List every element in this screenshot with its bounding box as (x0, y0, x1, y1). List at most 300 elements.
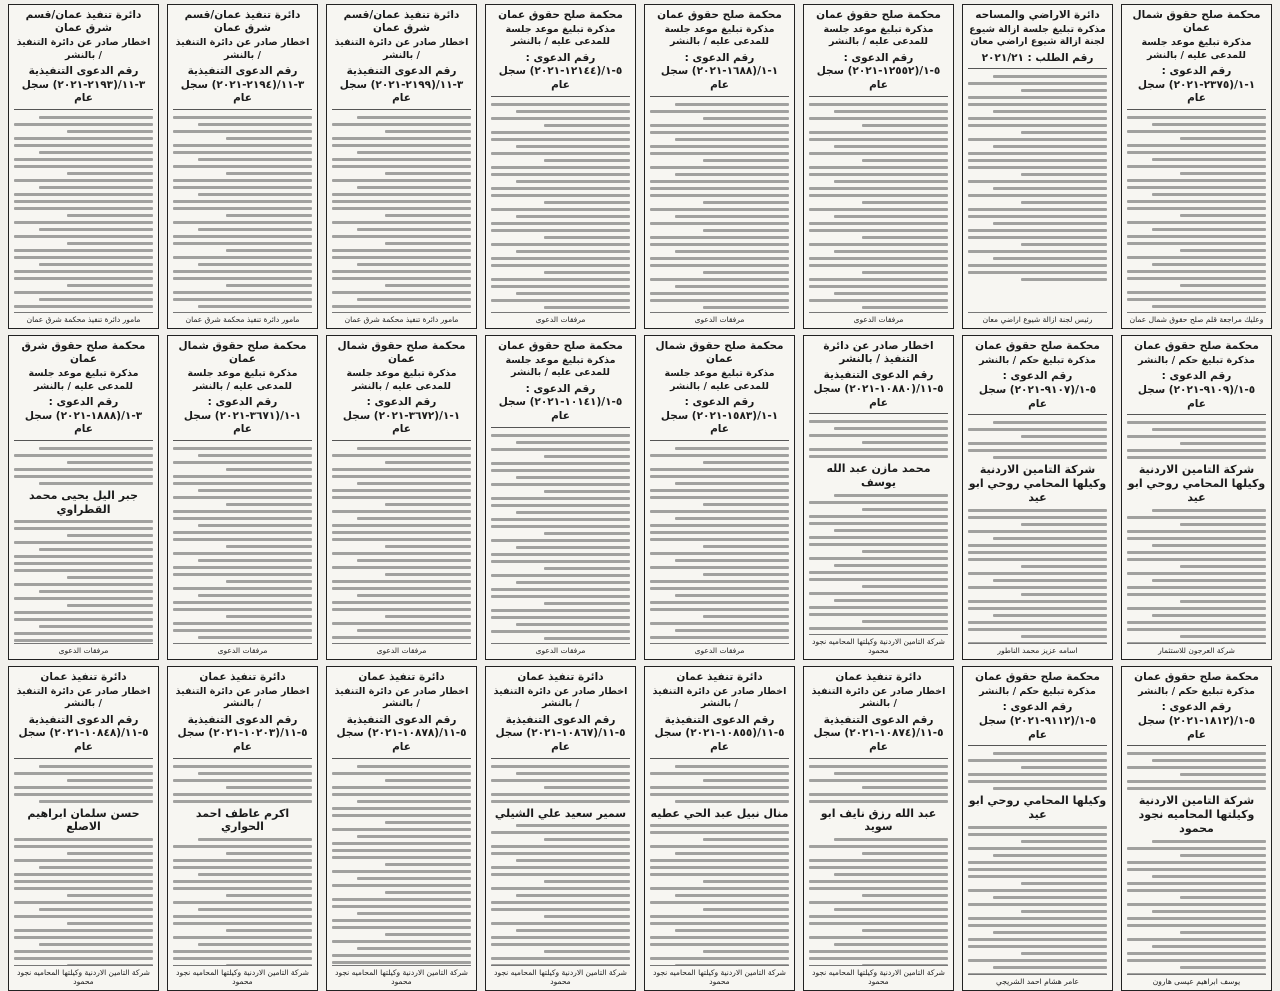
text-line (968, 551, 1107, 554)
text-line (650, 922, 789, 925)
text-line (862, 894, 948, 897)
notice-court: دائرة تنفيذ عمان/قسم شرق عمان (332, 9, 471, 35)
text-line (357, 447, 471, 450)
text-line (703, 615, 789, 618)
text-line (357, 912, 471, 915)
text-line (14, 468, 153, 471)
text-line (1127, 298, 1266, 301)
text-line (491, 595, 630, 598)
text-line (67, 214, 153, 217)
text-line (173, 957, 312, 960)
text-line (226, 284, 312, 287)
text-line (675, 594, 789, 597)
text-line (173, 587, 312, 590)
text-line (809, 131, 948, 134)
notice-title: مذكرة تبليغ جلسة ازالة شيوع لجنة ازالة شيوع اراضي معان (968, 24, 1107, 49)
text-line (14, 957, 153, 960)
text-line (544, 306, 630, 309)
text-line (385, 461, 471, 464)
notice-party-name: وكيلها المحامي روحي ابو عيد (968, 794, 1107, 822)
notice-court: محكمة صلح حقوق شرق عمان (14, 340, 153, 366)
notice-party-name: جبر اليل يحيى محمد القطراوي (14, 489, 153, 517)
text-line (516, 824, 630, 827)
text-line (491, 264, 630, 267)
text-line (650, 859, 789, 862)
text-line (1127, 421, 1266, 424)
text-line (67, 964, 153, 965)
text-line (332, 305, 471, 308)
text-line (491, 852, 630, 855)
text-line (14, 291, 153, 294)
text-line (1152, 945, 1266, 948)
text-line (809, 264, 948, 267)
text-line (968, 833, 1107, 836)
text-line (809, 187, 948, 190)
notice-case-number: رقم الدعوى : ١-١/(٣٦٧٢-٢٠٢١) سجل عام (332, 396, 471, 437)
text-line (14, 475, 153, 478)
notice-case-number: رقم الدعوى التنفيذية ٥-١١/(١٠٨٦٧-٢٠٢١) سجل عام (491, 714, 630, 755)
text-line (173, 221, 312, 224)
notice-court: اخطار صادر عن دائرة التنفيذ / بالنشر (809, 340, 948, 366)
text-line (675, 103, 789, 106)
legal-notice (644, 666, 795, 991)
notice-case-number: رقم الدعوى التنفيذية ٥-١١/(١٠٨٥٥-٢٠٢١) سجل عام (650, 714, 789, 755)
text-line (357, 228, 471, 231)
text-line (809, 536, 948, 539)
text-line (332, 552, 471, 555)
notice-footer: مامور دائرة تنفيذ محكمة شرق عمان (14, 312, 153, 324)
notice-footer: شركة العرجون للاستثمار (1127, 643, 1266, 655)
text-line (491, 887, 630, 890)
text-line (14, 158, 153, 161)
text-line (544, 455, 630, 458)
text-line (14, 929, 153, 932)
text-line (491, 793, 630, 796)
text-line (357, 186, 471, 189)
text-line (968, 180, 1107, 183)
text-line (809, 285, 948, 288)
text-line (516, 623, 630, 626)
text-line (332, 786, 471, 789)
text-line (226, 249, 312, 252)
text-line (650, 915, 789, 918)
text-line (809, 515, 948, 518)
notice-body-text (650, 761, 789, 965)
text-line (968, 903, 1107, 906)
notice-body-text (491, 99, 630, 312)
text-line (809, 543, 948, 546)
divider (173, 440, 312, 441)
text-line (968, 773, 1107, 776)
text-line (491, 138, 630, 141)
notice-body-text (14, 761, 153, 965)
text-line (173, 765, 312, 768)
text-line (968, 924, 1107, 927)
notice-body-text (650, 99, 789, 312)
text-line (650, 587, 789, 590)
text-line (544, 159, 630, 162)
notice-title: مذكرة تبليغ موعد جلسة للمدعى عليه / بالنشر (173, 368, 312, 393)
notice-body-text (332, 112, 471, 312)
text-line (968, 558, 1107, 561)
notice-footer: مرفقات الدعوى (491, 312, 630, 324)
notice-footer: مامور دائرة تنفيذ محكمة شرق عمان (173, 312, 312, 324)
legal-notice (644, 4, 795, 329)
notice-case-number: رقم الدعوى : ٥-١/(٩١٠٩-٢٠٢١) سجل عام (1127, 370, 1266, 411)
notice-footer: مرفقات الدعوى (173, 643, 312, 655)
text-line (332, 608, 471, 611)
text-line (332, 828, 471, 831)
notice-case-number: رقم الدعوى : ١-١/(١٦٨٨-٢٠٢١) سجل عام (650, 52, 789, 93)
text-line (834, 180, 948, 183)
notice-title: مذكرة تبليغ حكم / بالنشر (968, 686, 1107, 698)
text-line (332, 179, 471, 182)
text-line (675, 894, 789, 897)
text-line (1152, 428, 1266, 431)
text-line (968, 889, 1107, 892)
text-line (650, 166, 789, 169)
text-line (14, 772, 153, 775)
text-line (1127, 847, 1266, 850)
text-line (332, 144, 471, 147)
divider (650, 96, 789, 97)
text-line (650, 468, 789, 471)
text-line (491, 574, 630, 577)
text-line (968, 82, 1107, 85)
text-line (173, 200, 312, 203)
text-line (385, 779, 471, 782)
text-line (544, 567, 630, 570)
text-line (491, 469, 630, 472)
text-line (834, 215, 948, 218)
text-line (675, 765, 789, 768)
text-line (385, 214, 471, 217)
text-line (809, 571, 948, 574)
text-line (226, 964, 312, 965)
text-line (650, 601, 789, 604)
notice-title: مذكرة تبليغ موعد جلسة للمدعى عليه / بالنشر (650, 24, 789, 49)
text-line (516, 511, 630, 514)
text-line (491, 208, 630, 211)
text-line (968, 152, 1107, 155)
notice-court: دائرة تنفيذ عمان (332, 671, 471, 684)
legal-notice (485, 335, 636, 660)
notice-court: دائرة تنفيذ عمان (650, 671, 789, 684)
text-line (385, 130, 471, 133)
text-line (968, 628, 1107, 631)
text-line (173, 151, 312, 154)
notice-footer: وعليك مراجعة قلم صلح حقوق شمال عمان (1127, 312, 1266, 324)
text-line (993, 222, 1107, 225)
text-line (14, 277, 153, 280)
text-line (1127, 116, 1266, 119)
text-line (809, 627, 948, 630)
text-line (703, 950, 789, 953)
text-line (516, 476, 630, 479)
text-line (993, 145, 1107, 148)
text-line (968, 826, 1107, 829)
notice-case-number: رقم الدعوى التنفيذية ٥-١١/(١٠٢٠٣-٢٠٢١) سجل عام (173, 714, 312, 755)
text-line (491, 964, 630, 965)
text-line (67, 779, 153, 782)
text-line (491, 553, 630, 556)
notice-case-number: رقم الدعوى التنفيذية ٥-١١/(١٠٨٤٨-٢٠٢١) سجل عام (14, 714, 153, 755)
text-line (1127, 952, 1266, 955)
text-line (385, 933, 471, 936)
text-line (1180, 600, 1266, 603)
text-line (332, 221, 471, 224)
text-line (173, 793, 312, 796)
text-line (544, 271, 630, 274)
text-line (1180, 442, 1266, 445)
notice-footer: شركة التامين الاردنية وكيلتها المحاميه نجود محمود (650, 965, 789, 986)
text-line (703, 880, 789, 883)
text-line (173, 461, 312, 464)
text-line (1180, 137, 1266, 140)
text-line (1152, 193, 1266, 196)
text-line (14, 618, 153, 621)
text-line (332, 856, 471, 859)
notice-title: اخطار صادر عن دائرة التنفيذ / بالنشر (173, 37, 312, 62)
notice-court: محكمة صلح حقوق عمان (968, 340, 1107, 353)
text-line (516, 292, 630, 295)
text-line (357, 559, 471, 562)
text-line (14, 454, 153, 457)
text-line (834, 564, 948, 567)
notice-court: محكمة صلح حقوق عمان (1127, 340, 1266, 353)
text-line (968, 194, 1107, 197)
text-line (809, 915, 948, 918)
text-line (198, 228, 312, 231)
text-line (14, 555, 153, 558)
text-line (703, 838, 789, 841)
text-line (1180, 896, 1266, 899)
text-line (67, 894, 153, 897)
text-line (1180, 854, 1266, 857)
notice-case-number: رقم الطلب : ٢٠٢١/٢١ (968, 52, 1107, 66)
text-line (1127, 221, 1266, 224)
notice-case-number: رقم الدعوى : ٥-١/(٩١٠٧-٢٠٢١) سجل عام (968, 370, 1107, 411)
text-line (332, 235, 471, 238)
text-line (14, 838, 153, 841)
text-line (862, 786, 948, 789)
legal-notice (1121, 666, 1272, 991)
text-line (544, 602, 630, 605)
text-line (332, 277, 471, 280)
notice-footer: عامر هشام احمد الشريجي (968, 974, 1107, 986)
divider (491, 758, 630, 759)
text-line (675, 173, 789, 176)
text-line (14, 569, 153, 572)
text-line (650, 873, 789, 876)
notice-body-text (1127, 748, 1266, 974)
text-line (544, 201, 630, 204)
text-line (14, 915, 153, 918)
notice-footer: شركة التامين الاردنية وكيلتها المحاميه نجود محمود (809, 634, 948, 655)
text-line (1152, 305, 1266, 308)
notice-case-number: رقم الدعوى التنفيذية ٥-١١/(١٠٨٨٠-٢٠٢١) سجل عام (809, 369, 948, 410)
text-line (357, 298, 471, 301)
notice-court: محكمة صلح حقوق عمان (968, 671, 1107, 684)
text-line (968, 250, 1107, 253)
legal-notice (644, 335, 795, 660)
text-line (491, 560, 630, 563)
legal-notice (167, 666, 318, 991)
notice-case-number: رقم الدعوى : ١-١/(٢٣٧٥-٢٠٢١) سجل عام (1127, 65, 1266, 106)
text-line (491, 616, 630, 619)
notice-court: محكمة صلح حقوق عمان (650, 9, 789, 22)
text-line (809, 208, 948, 211)
text-line (1180, 172, 1266, 175)
text-line (993, 579, 1107, 582)
text-line (67, 172, 153, 175)
text-line (809, 793, 948, 796)
text-line (1180, 966, 1266, 969)
text-line (491, 901, 630, 904)
text-line (862, 271, 948, 274)
text-line (491, 483, 630, 486)
text-line (544, 950, 630, 953)
text-line (703, 461, 789, 464)
text-line (39, 908, 153, 911)
text-line (1127, 861, 1266, 864)
text-line (1021, 243, 1107, 246)
divider (1127, 414, 1266, 415)
text-line (675, 800, 789, 803)
text-line (650, 243, 789, 246)
text-line (1127, 186, 1266, 189)
legal-notice (326, 335, 477, 660)
text-line (650, 222, 789, 225)
text-line (357, 263, 471, 266)
text-line (809, 434, 948, 437)
text-line (650, 936, 789, 939)
text-line (703, 271, 789, 274)
text-line (968, 945, 1107, 948)
text-line (491, 630, 630, 633)
text-line (198, 873, 312, 876)
text-line (173, 800, 312, 803)
text-line (650, 475, 789, 478)
text-line (1021, 201, 1107, 204)
text-line (385, 615, 471, 618)
divider (809, 96, 948, 97)
text-line (650, 152, 789, 155)
text-line (173, 629, 312, 632)
notice-body-text (332, 443, 471, 643)
text-line (1021, 910, 1107, 913)
notice-title: اخطار صادر عن دائرة التنفيذ / بالنشر (14, 37, 153, 62)
text-line (862, 124, 948, 127)
divider (14, 440, 153, 441)
text-line (650, 454, 789, 457)
text-line (332, 793, 471, 796)
notice-footer: مامور دائرة تنفيذ محكمة شرق عمان (332, 312, 471, 324)
text-line (491, 609, 630, 612)
notice-title: اخطار صادر عن دائرة التنفيذ / بالنشر (173, 686, 312, 711)
text-line (650, 264, 789, 267)
text-line (968, 759, 1107, 762)
text-line (67, 130, 153, 133)
text-line (332, 807, 471, 810)
text-line (173, 866, 312, 869)
notice-title: مذكرة تبليغ حكم / بالنشر (968, 355, 1107, 367)
text-line (650, 145, 789, 148)
text-line (1021, 593, 1107, 596)
text-line (650, 636, 789, 639)
text-line (1021, 565, 1107, 568)
text-line (357, 947, 471, 950)
legal-notice (485, 4, 636, 329)
text-line (491, 922, 630, 925)
text-line (332, 919, 471, 922)
text-line (226, 468, 312, 471)
text-line (1127, 642, 1266, 643)
text-line (357, 629, 471, 632)
text-line (173, 538, 312, 541)
notice-body-text (173, 761, 312, 965)
text-line (809, 278, 948, 281)
text-line (198, 636, 312, 639)
text-line (385, 172, 471, 175)
text-line (1127, 130, 1266, 133)
text-line (491, 173, 630, 176)
text-line (198, 305, 312, 308)
text-line (1180, 773, 1266, 776)
text-line (173, 179, 312, 182)
notice-footer: رئيس لجنة ازالة شيوع اراضي معان (968, 312, 1107, 324)
text-line (198, 158, 312, 161)
notice-party-name: حسن سلمان ابراهيم الاصلع (14, 807, 153, 835)
text-line (332, 200, 471, 203)
legal-notice (803, 666, 954, 991)
text-line (968, 215, 1107, 218)
text-line (1021, 882, 1107, 885)
notice-body-text (968, 417, 1107, 643)
text-line (14, 305, 153, 308)
text-line (67, 242, 153, 245)
text-line (968, 428, 1107, 431)
text-line (1180, 249, 1266, 252)
text-line (14, 611, 153, 614)
text-line (1127, 959, 1266, 962)
text-line (332, 954, 471, 957)
text-line (385, 503, 471, 506)
text-line (968, 544, 1107, 547)
text-line (1021, 131, 1107, 134)
text-line (650, 531, 789, 534)
text-line (173, 517, 312, 520)
text-line (1127, 586, 1266, 589)
text-line (675, 250, 789, 253)
text-line (650, 608, 789, 611)
text-line (650, 257, 789, 260)
text-line (650, 824, 789, 827)
text-line (834, 838, 948, 841)
divider (173, 109, 312, 110)
text-line (332, 870, 471, 873)
text-line (491, 936, 630, 939)
text-line (809, 950, 948, 953)
text-line (332, 249, 471, 252)
text-line (993, 896, 1107, 899)
notice-body-text (1127, 112, 1266, 312)
divider (1127, 745, 1266, 746)
text-line (809, 592, 948, 595)
text-line (491, 117, 630, 120)
text-line (357, 517, 471, 520)
text-line (39, 186, 153, 189)
